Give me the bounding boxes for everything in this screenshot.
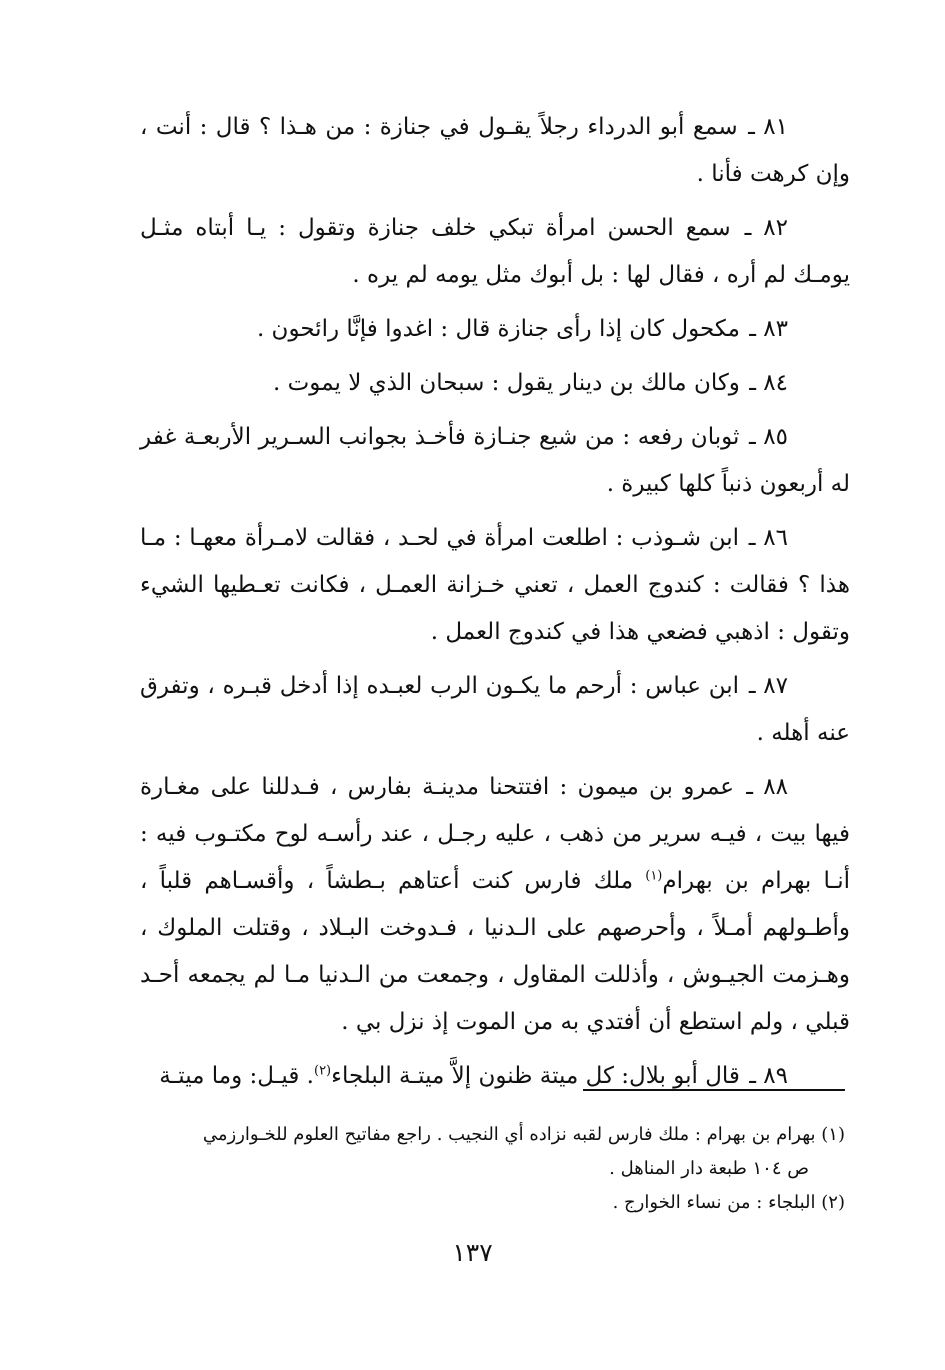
footnote-marker: (٢): [821, 1192, 845, 1213]
paragraph-number: ٨٤ ـ: [749, 370, 788, 396]
footnote-2: [140, 1186, 845, 1220]
paragraph-83: [140, 306, 850, 353]
paragraph-number: ٨٧ ـ: [748, 673, 789, 699]
footnotes: [140, 1118, 845, 1220]
paragraph-text: سمع الحسن امرأة تبكي خلف جنازة وتقول : يـا أبتاه مثـل يومـك لم أره ، فقال لها : بل أبوك مثل يومه لم يره .: [140, 215, 850, 288]
paragraph-number: ٨٥ ـ: [748, 424, 788, 450]
paragraph-text: وكان مالك بن دينار يقول : سبحان الذي لا يموت .: [273, 370, 740, 396]
paragraph-text: ابن عباس : أرحم ما يكـون الرب لعبـده إذا أدخل قبـره ، وتفرق عنه أهله .: [140, 673, 850, 746]
paragraph-number: ٨٩ ـ: [749, 1063, 788, 1089]
footnote-reference-2[interactable]: (٢): [313, 1063, 332, 1079]
paragraph-85: [140, 414, 850, 508]
paragraph-number: ٨٦ ـ: [748, 525, 788, 551]
footnote-1: [140, 1118, 845, 1152]
paragraph-text: عمرو بن ميمون : افتتحنا مدينـة بفارس ، فـدللنا على مغـارة فيها بيت ، فيـه سرير من ذهب ، عليه رجـل ، عند رأسـه لوح مكتـوب فيه : أنـا بهرام بن بهرام: [140, 774, 851, 894]
paragraph-84: [140, 360, 850, 407]
paragraph-number: ٨٣ ـ: [749, 316, 788, 342]
footnote-marker: (١): [821, 1124, 845, 1145]
main-text: [140, 104, 850, 1107]
paragraph-text-continued: ملك فارس كنت أعتاهم بـطشاً ، وأقسـاهم قلباً ، وأطـولهم أمـلاً ، وأحرصهم على الـدنيا ، فـدوخت البـلاد ، وقتلت الملوك ، وهـزمت الجيـوش ، وأذللت المقاول ، وجمعت من الـدنيا مـا لم يجمعه أحـد قبلي ، ولم استطع أن أفتدي به من الموت إذ نزل بي .: [140, 868, 850, 1035]
paragraph-89: [140, 1053, 850, 1100]
paragraph-number: ٨٢ ـ: [744, 215, 788, 241]
paragraph-88: [140, 764, 850, 1046]
paragraph-text: قال أبو بلال: كل ميتة ظنون إلاَّ ميتـة البلجاء: [331, 1063, 740, 1089]
paragraph-text: مكحول كان إذا رأى جنازة قال : اغدوا فإنَّا رائحون .: [256, 316, 740, 342]
footnote-1-continuation: ص ١٠٤ طبعة دار المناهل .: [609, 1158, 809, 1179]
page-number: ١٣٧: [452, 1238, 493, 1267]
paragraph-86: [140, 515, 850, 656]
paragraph-87: [140, 663, 850, 757]
paragraph-number: ٨١ ـ: [748, 114, 788, 140]
paragraph-81: [140, 104, 850, 198]
paragraph-text-continued: . قيـل: وما ميتـة: [159, 1063, 314, 1089]
paragraph-text: ابن شـوذب : اطلعت امرأة في لحـد ، فقالت لامـرأة معهـا : مـا هذا ؟ فقالت : كندوج العمل ، تعني خـزانة العمـل ، فكانت تعـطيها الشيء وتقول : اذهبي فضعي هذا في كندوج العمل .: [140, 525, 850, 645]
footnote-text: البلجاء : من نساء الخوارج .: [612, 1192, 816, 1213]
paragraph-82: [140, 205, 850, 299]
footnote-reference-1[interactable]: (١): [645, 868, 663, 884]
footnote-divider: [583, 1089, 845, 1091]
paragraph-number: ٨٨ ـ: [746, 774, 788, 800]
footnote-text: بهرام بن بهرام : ملك فارس لقبه نزاده أي النجيب . راجع مفاتيح العلوم للخـوارزمي: [202, 1124, 816, 1145]
paragraph-text: سمع أبو الدرداء رجلاً يقـول في جنازة : من هـذا ؟ قال : أنت ، وإن كرهت فأنا .: [140, 114, 850, 187]
paragraph-text: ثوبان رفعه : من شيع جنـازة فأخـذ بجوانب السـرير الأربعـة غفر له أربعون ذنباً كلها كبيرة .: [140, 424, 850, 497]
